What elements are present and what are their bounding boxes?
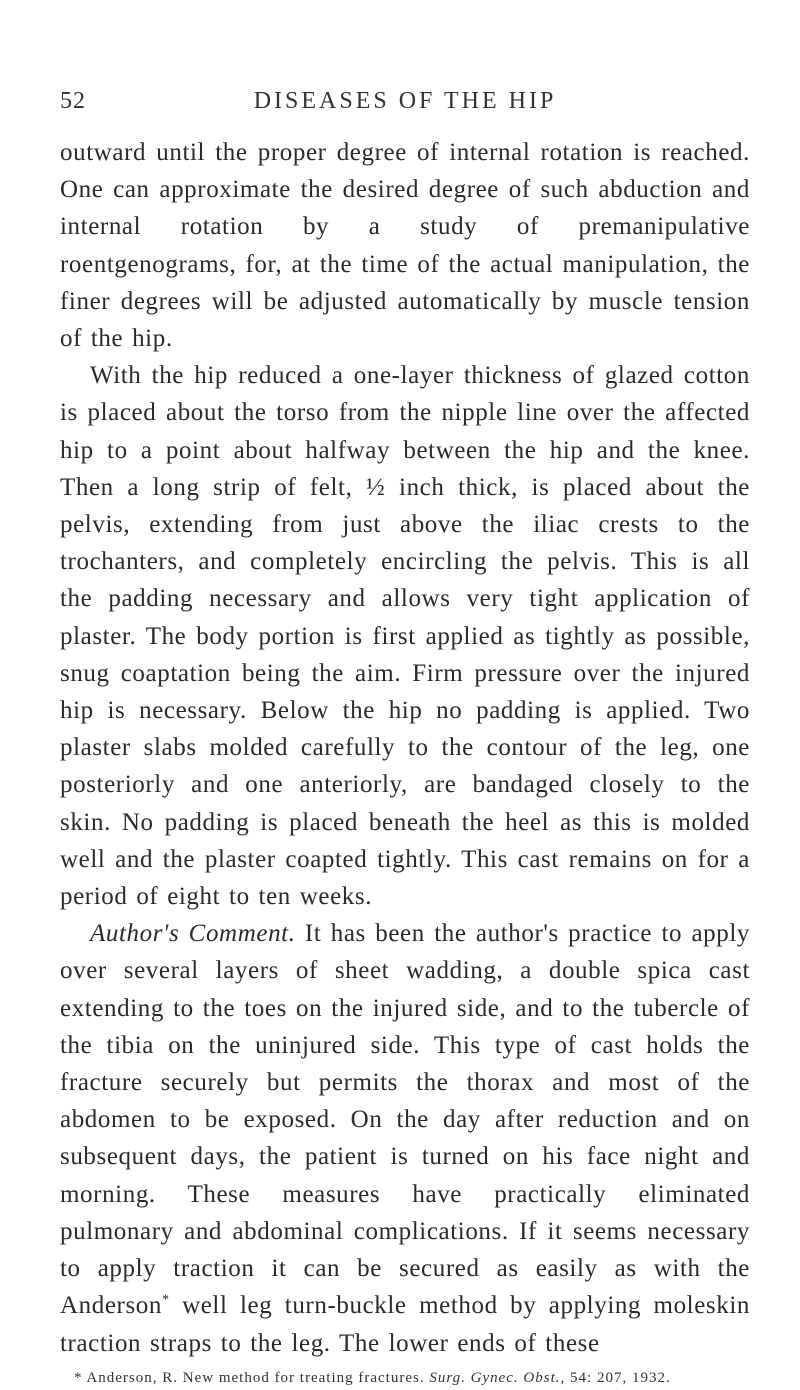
paragraph-continuation: outward until the proper degree of internal rotation is reached. One can approximate the desired degree of such abduction and internal rotation by a study of premanipulative roentgenograms, for, at the time of the actual manipulation, the finer degrees will be adjusted automatically by muscle tension of the hip. — [60, 139, 750, 353]
footnote-reference-mark: * — [162, 1292, 170, 1308]
authors-comment-heading: Author's Comment. — [90, 920, 296, 948]
footnote-journal: Surg. Gynec. Obst., — [429, 1369, 566, 1386]
book-page — [60, 88, 750, 1390]
footnote — [60, 1366, 750, 1390]
footnote-text: Anderson, R. New method for treating fractures. — [82, 1369, 430, 1386]
page-number: 52 — [60, 88, 86, 114]
footnote-citation: 54: 207, 1932. — [565, 1369, 671, 1386]
authors-comment-text-continued: well leg turn-buckle method by applying moleskin traction straps to the leg. The lower ends of these — [60, 1292, 750, 1357]
paragraph-cast-application: With the hip reduced a one-layer thickness of glazed cotton is placed about the torso from the nipple line over the affected hip to a point about halfway between the hip and the knee. Then a long strip of felt, ½ inch thick, is placed about the pelvis, extending from just above the iliac crests to the trochanters, and completely encircling the pelvis. This is all the padding necessary and allows very tight application of plaster. The body portion is first applied as tightly as possible, snug coaptation being the aim. Firm pressure over the injured hip is necessary. Below the hip no padding is applied. Two plaster slabs molded carefully to the contour of the leg, one posteriorly and one anteriorly, are bandaged closely to the skin. No padding is placed beneath the heel as this is molded well and the plaster coapted tightly. This cast remains on for a period of eight to ten weeks. — [60, 362, 750, 911]
chapter-title: DISEASES OF THE HIP — [253, 88, 557, 114]
body-text — [60, 134, 750, 1362]
running-head — [60, 88, 750, 122]
authors-comment-text: It has been the author's practice to apply over several layers of sheet wadding, a double spica cast extending to the toes on the injured side, and to the tubercle of the tibia on the uninjured side. This type of cast holds the fracture securely but permits the thorax and most of the abdomen to be exposed. On the day after reduction and on subsequent days, the patient is turned on his face night and morning. These measures have practically eliminated pulmonary and abdominal complications. If it seems necessary to apply traction it can be secured as easily as with the Anderson — [60, 920, 750, 1320]
paragraph-authors-comment — [60, 915, 750, 1361]
footnote-mark: * — [74, 1369, 83, 1386]
